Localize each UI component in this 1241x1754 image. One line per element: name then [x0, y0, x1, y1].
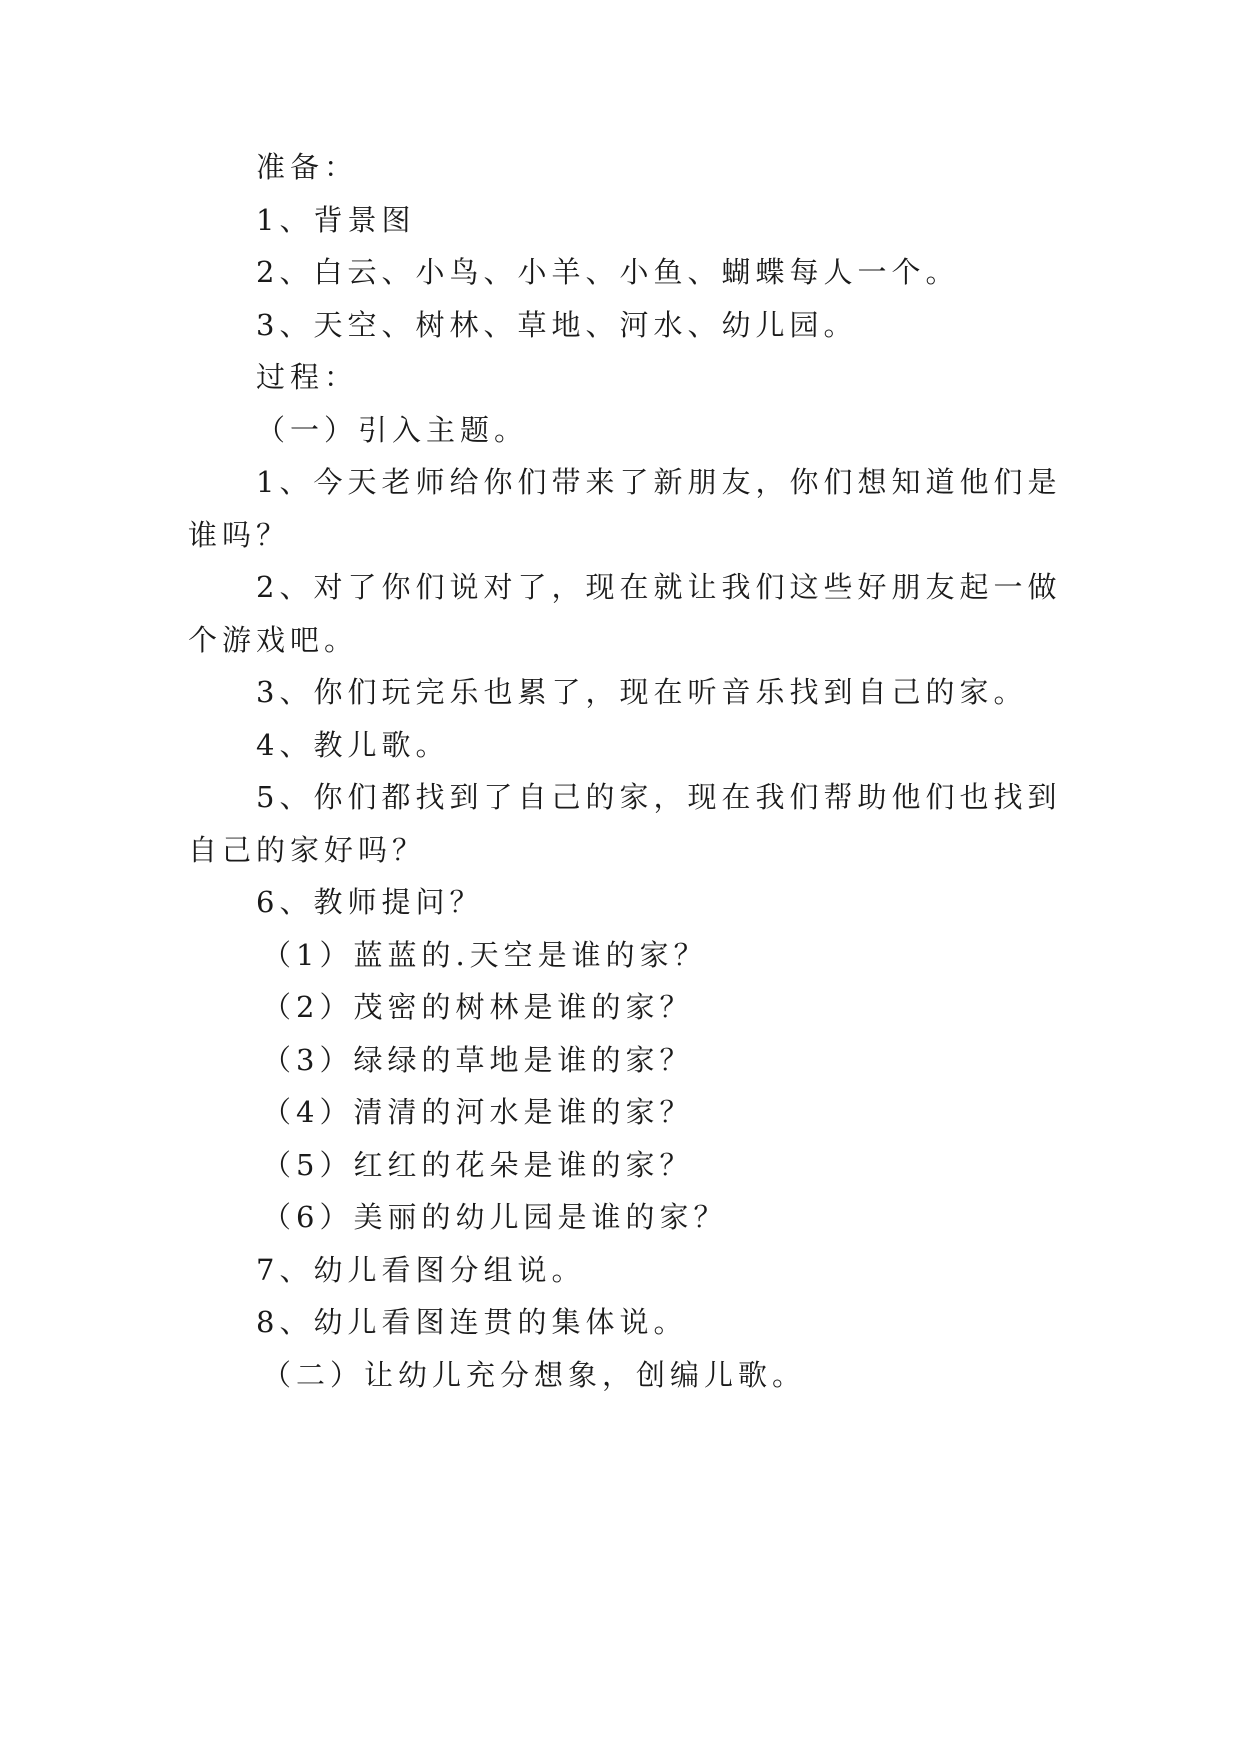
- question-4: （4）清清的河水是谁的家？: [262, 1095, 694, 1129]
- process-subheading-2: （二）让幼儿充分想象，创编儿歌。: [262, 1358, 807, 1392]
- process-step-1: 1、今天老师给你们带来了新朋友，你们想知道他们是: [256, 465, 1062, 499]
- process-subheading-1: （一）引入主题。: [256, 413, 529, 447]
- question-1: （1）蓝蓝的.天空是谁的家？: [262, 938, 708, 972]
- process-step-8: 8、幼儿看图连贯的集体说。: [256, 1305, 688, 1339]
- section-heading-preparation: 准备：: [256, 150, 359, 184]
- process-step-4: 4、教儿歌。: [256, 728, 450, 762]
- process-step-5-continuation: 自己的家好吗？: [188, 833, 427, 867]
- process-step-3: 3、你们玩完乐也累了，现在听音乐找到自己的家。: [256, 675, 1028, 709]
- question-6: （6）美丽的幼儿园是谁的家？: [262, 1200, 728, 1234]
- process-step-6: 6、教师提问？: [256, 885, 484, 919]
- process-step-2-continuation: 个游戏吧。: [188, 623, 359, 657]
- process-step-2: 2、对了你们说对了，现在就让我们这些好朋友起一做: [256, 570, 1062, 604]
- preparation-item-3: 3、天空、树林、草地、河水、幼儿园。: [256, 308, 858, 342]
- process-step-7: 7、幼儿看图分组说。: [256, 1253, 586, 1287]
- process-step-1-continuation: 谁吗？: [188, 518, 291, 552]
- section-heading-process: 过程：: [256, 360, 359, 394]
- preparation-item-2: 2、白云、小鸟、小羊、小鱼、蝴蝶每人一个。: [256, 255, 960, 289]
- question-5: （5）红红的花朵是谁的家？: [262, 1148, 694, 1182]
- process-step-5: 5、你们都找到了自己的家，现在我们帮助他们也找到: [256, 780, 1062, 814]
- preparation-item-1: 1、背景图: [256, 203, 416, 237]
- question-2: （2）茂密的树林是谁的家？: [262, 990, 694, 1024]
- question-3: （3）绿绿的草地是谁的家？: [262, 1043, 694, 1077]
